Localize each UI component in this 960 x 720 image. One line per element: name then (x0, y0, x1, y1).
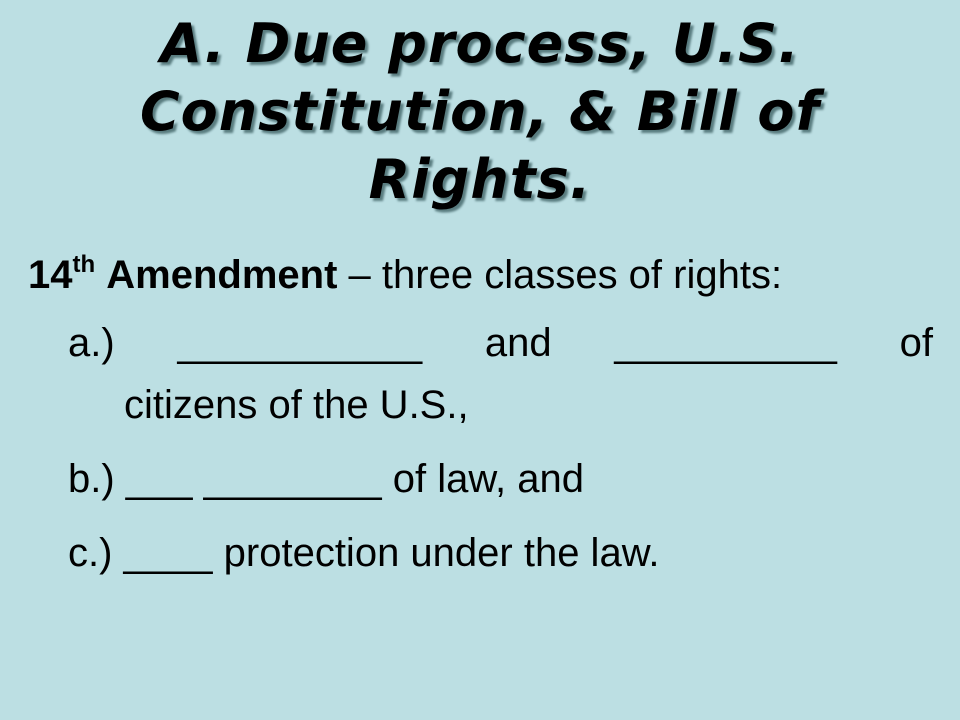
intro-paragraph (28, 244, 933, 306)
amendment-number: 14 (28, 253, 73, 297)
item-b-text: b.) ___ ________ of law, and (68, 457, 584, 501)
item-c-text: c.) ____ protection under the law. (68, 531, 660, 575)
slide-body (28, 244, 933, 584)
intro-text: – three classes of rights: (348, 253, 783, 297)
list-item-c (68, 522, 933, 584)
title-line-1: A. Due process, U.S. (160, 12, 800, 75)
list-item-b (68, 448, 933, 510)
title-line-3: Rights. (368, 148, 592, 211)
title-line-2: Constitution, & Bill of (139, 80, 821, 143)
item-a-line-1: a.) ___________ and __________ of (68, 321, 933, 365)
slide-title (40, 10, 920, 214)
item-a-line-2: citizens of the U.S., (124, 383, 469, 427)
amendment-term: Amendment (106, 253, 338, 297)
list-item-a (68, 312, 933, 436)
amendment-ordinal-suffix: th (72, 251, 96, 278)
